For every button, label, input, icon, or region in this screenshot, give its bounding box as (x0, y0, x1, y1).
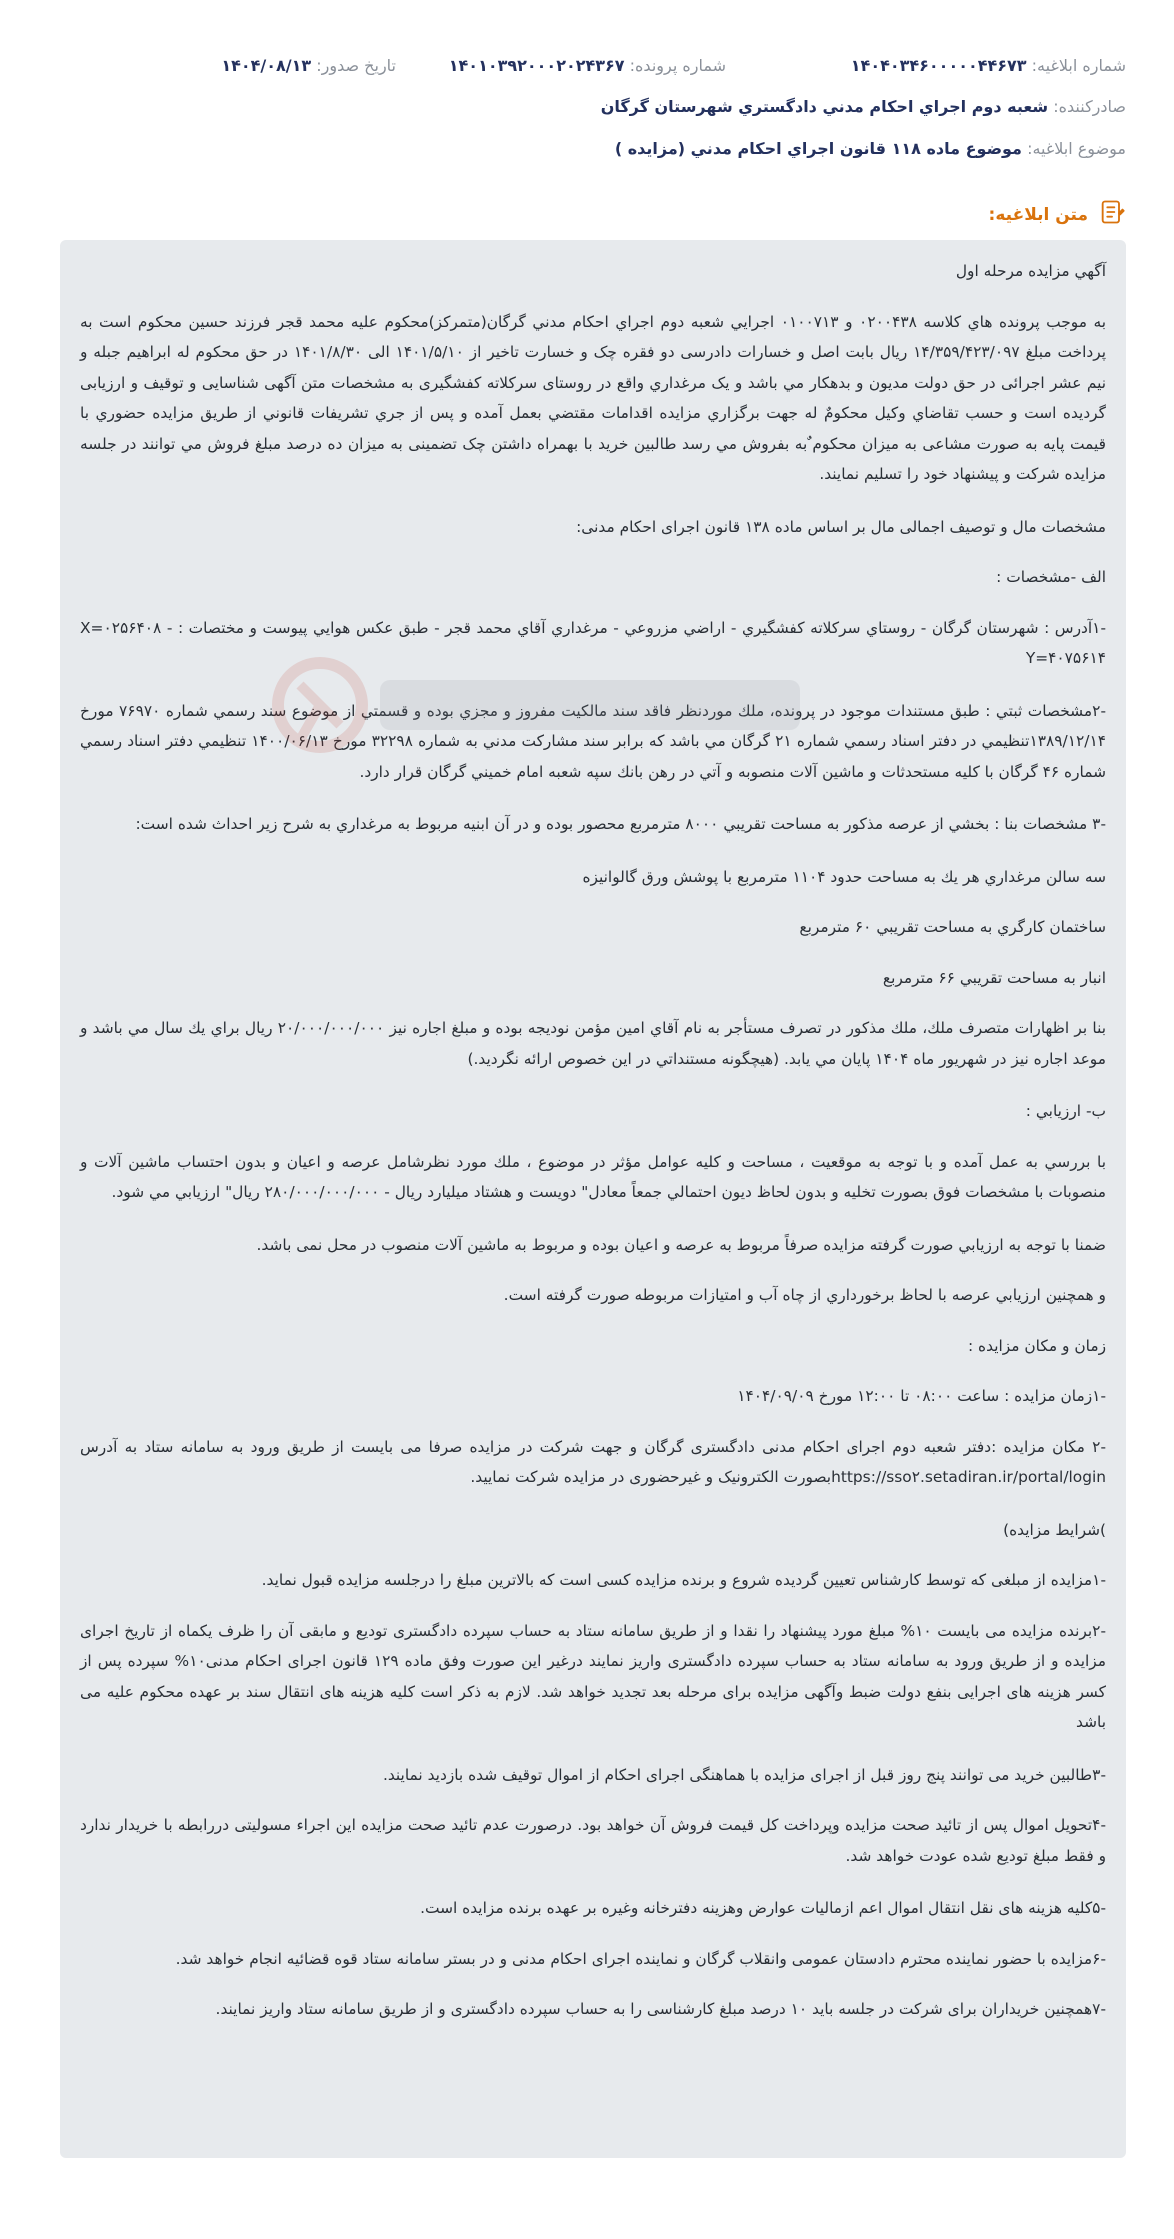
paragraph-building: -۳ مشخصات بنا : بخشي از عرصه مذكور به مساحت تقريبي ۸۰۰۰ مترمربع محصور بوده و در آن ابنيه مربوط به مرغداري به شرح زير احداث شده است: (135, 815, 1106, 833)
paragraph-valuation: با بررسي به عمل آمده و با توجه به موقعيت ، مساحت و كليه عوامل مؤثر در موضوع ، ملك مورد نظرشامل عرصه و اعيان و بدون احتساب ماشين آلات و منصوبات با مشخصات فوق بصورت تخليه و بدون لحاظ ديون احتمالي جمعاً معادل" دويست و هشتاد ميليارد ريال - ۲۸۰/۰۰۰/۰۰۰/۰۰۰ ريال" ارزيابي مي شود. (80, 1152, 1106, 1201)
paragraph-address: -۱آدرس : شهرستان گرگان - روستاي سركلاته كفشگيري - اراضي مزروعي - مرغداري آقاي محمد قجر - طبق عكس هوايي پيوست و مختصات : X=۰۲۵۶۴۰۸ - Y=۴۰۷۵۶۱۴ (80, 618, 1106, 667)
sender-label: صادرکننده: (1053, 97, 1126, 116)
paragraph-halls: سه سالن مرغداري هر يك به مساحت حدود ۱۱۰۴ مترمربع با پوشش ورق گالوانيزه (582, 867, 1106, 886)
paragraph-condition-6: -۶مزایده با حضور نماینده محترم دادستان عمومی وانقلاب گرگان و نماینده اجرای احکام مدنی و در بستر سامانه ستاد قوه قضائیه انجام خواهد شد. (175, 1949, 1106, 1968)
notice-text-title: متن ابلاغیه: (988, 204, 1088, 225)
subject-value: موضوع ماده ۱۱۸ قانون اجراي احكام مدني (مزايده ) (614, 139, 1022, 158)
paragraph-warehouse: انبار به مساحت تقريبي ۶۶ مترمربع (882, 968, 1106, 987)
paragraph-condition-2: -۲برنده مزایده می بایست ۱۰% مبلغ مورد پیشنهاد را نقدا و از طریق سامانه ستاد به حساب سپرده دادگستری تودیع و مابقی آن را ظرف یکماه از تاریخ اجرای مزایده و از طریق ورود به سامانه ستاد به حساب سپرده دادگستری واریز نمایند درغیر این صورت وفق ماده ۱۲۹ قانون اجرای احکام مدنی۱۰% سپرده پس از کسر هزینه های اجرایی بنفع دولت ضبط وآگهی مزایده برای مرحله بعد تجدید خواهد شد. لازم به ذکر است کلیه هزینه های انتقال سند بر عهده محکوم علیه می باشد (80, 1621, 1106, 1731)
subject-row (48, 139, 1126, 158)
sender-value: شعبه دوم اجراي احكام مدني دادگستري شهرستان گرگان (600, 97, 1049, 116)
paragraph-conditions-heading: )شرایط مزایده) (1003, 1520, 1106, 1539)
notice-meta-row (48, 56, 1126, 84)
notice-number-label: شماره ابلاغیه: (1031, 56, 1126, 75)
document-icon (1098, 198, 1126, 231)
paragraph-section-b: ب- ارزيابي : (1025, 1102, 1106, 1120)
case-number-label: شماره پرونده: (629, 56, 726, 75)
paragraph-specs-heading: مشخصات مال و توصیف اجمالی مال بر اساس ماده ۱۳۸ قانون اجرای احکام مدنی: (576, 517, 1106, 536)
paragraph-auction-time: -۱زمان مزایده : ساعت ۰۸:۰۰ تا ۱۲:۰۰ مورخ ۱۴۰۴/۰۹/۰۹ (737, 1387, 1106, 1405)
issue-date-value: ۱۴۰۴/۰۸/۱۳ (221, 56, 312, 75)
paragraph-worker-building: ساختمان كارگري به مساحت تقريبي ۶۰ مترمربع (799, 918, 1106, 936)
issue-date (221, 56, 396, 75)
paragraph-registration: -۲مشخصات ثبتي : طبق مستندات موجود در پرونده، ملك موردنظر فاقد سند مالكيت مفروز و مجزي بوده و قسمتي از موضوع سند رسمي شماره ۷۶۹۷۰ مورخ ۱۳۸۹/۱۲/۱۴تنظيمي در دفتر اسناد رسمي شماره ۲۱ گرگان مي باشد كه برابر سند مشاركت مدني به شماره ۳۲۲۹۸ مورخ ۱۴۰۰/۰۶/۱۳ تنظيمي دفتر اسناد رسمي شماره ۴۶ گرگان با كليه مستحدثات و ماشين آلات منصوبه و آتي در رهن بانك سپه شعبه امام خميني گرگان قرار دارد. (80, 701, 1106, 781)
case-number-value: ۱۴۰۱۰۳۹۲۰۰۰۲۰۲۴۳۶۷ (448, 56, 625, 75)
notice-text-panel (60, 240, 1126, 2158)
paragraph-condition-5: -۵کلیه هزینه های نقل انتقال اموال اعم ازمالیات عوارض وهزینه دفترخانه وغیره بر عهده برنده مزایده است. (420, 1899, 1106, 1917)
paragraph-valuation-well: و همچنين ارزيابي عرصه با لحاظ برخورداري از چاه آب و امتيازات مربوطه صورت گرفته است. (503, 1286, 1106, 1304)
paragraph-condition-4: -۴تحویل اموال پس از تائید صحت مزایده وپرداخت کل قیمت فروش آن خواهد بود. درصورت عدم تائید صحت مزایده این اجراء مسولیتی دررابطه با خریدار ندارد و فقط مبلغ تودیع شده عودت خواهد شد. (80, 1816, 1106, 1865)
subject-label: موضوع ابلاغیه: (1027, 139, 1126, 158)
paragraph-valuation-scope: ضمنا با توجه به ارزيابي صورت گرفته مزايده صرفاً مربوط به عرصه و اعيان بوده و مربوط به ماشين آلات منصوب در محل نمی باشد. (256, 1235, 1106, 1254)
paragraph-section-a: الف -مشخصات : (996, 568, 1106, 586)
paragraph-heading: آگهي مزايده مرحله اول (955, 262, 1106, 280)
notice-number (851, 56, 1126, 75)
paragraph-time-place: زمان و مکان مزايده : (967, 1336, 1106, 1355)
paragraph-intro: به موجب پرونده هاي كلاسه ۰۲۰۰۴۳۸ و ۰۱۰۰۷۱۳ اجرايي شعبه دوم اجراي احكام مدني گرگان(متمركز)محكوم عليه محمد قجر فرزند حسين محكوم است به پرداخت مبلغ ۱۴/۳۵۹/۴۲۳/۰۹۷ ريال بابت اصل و خسارات دادرسی دو فقره چک و خسارت تاخير از ۱۴۰۱/۵/۱۰ الی ۱۴۰۱/۸/۳۰ در حق محکوم له ابراهیم جبله و نيم عشر اجرائی در حق دولت مديون و بدهكار مي باشد و یک مرغداري واقع در روستای سرکلاته کفشگیری به مشخصات متن آگهی شناسایی و توقیف و ارزیابی گرديده است و حسب تقاضاي وكيل محكومٌ له جهت برگزاري مزايده اقدامات مقتضي بعمل آمده و پس از جري تشريفات قانوني از طريق مزايده حضوري با قيمت پايه به صورت مشاعی به ميزان محكوم ٌبه بفروش مي رسد طالبين خريد با بهمراه داشتن چک تضمینی به ميزان ده درصد مبلغ فروش مي توانند در جلسه مزايده شركت و پيشنهاد خود را تسليم نمايند. (80, 312, 1107, 483)
paragraph-auction-place: -۲ مکان مزایده :دفتر شعبه دوم اجرای احکام مدنی دادگستری گرگان و جهت شرکت در مزایده صرفا می بایست از طریق ورود به سامانه ستاد به آدرس https://sso۲.setadiran.ir/portal/loginبصورت الکترونیک و غیرحضوری در مزایده شرکت نمایید. (80, 1437, 1106, 1486)
case-number (449, 56, 726, 75)
paragraph-condition-7: -۷همچنین خریداران برای شرکت در جلسه باید ۱۰ درصد مبلغ کارشناسی را به حساب سپرده دادگستری و از طریق سامانه ستاد واریز نمایند. (215, 2000, 1106, 2018)
notice-number-value: ۱۴۰۴۰۳۴۶۰۰۰۰۰۴۴۶۷۳ (850, 56, 1027, 75)
paragraph-condition-3: -۳طالبین خرید می توانند پنج روز قبل از اجرای مزایده با هماهنگی اجرای احکام از اموال توقیف شده بازدید نمایند. (382, 1765, 1106, 1784)
paragraph-condition-1: -۱مزایده از مبلغی که توسط کارشناس تعیین گردیده شروع و برنده مزایده کسی است که بالاترین مبلغ را درجلسه مزایده قبول نماید. (261, 1571, 1106, 1589)
paragraph-lease: بنا بر اظهارات متصرف ملك، ملك مذكور در تصرف مستأجر به نام آقاي امين مؤمن نوديجه بوده و مبلغ اجاره نيز ۲۰/۰۰۰/۰۰۰/۰۰۰ ريال براي يك سال مي باشد و موعد اجاره نيز در شهريور ماه ۱۴۰۴ پايان مي يابد. (هيچگونه مستنداتي در اين خصوص ارائه نگرديد.) (80, 1019, 1107, 1068)
sender-row (48, 97, 1126, 116)
issue-date-label: تاریخ صدور: (316, 56, 396, 75)
notice-text-header (989, 198, 1126, 231)
